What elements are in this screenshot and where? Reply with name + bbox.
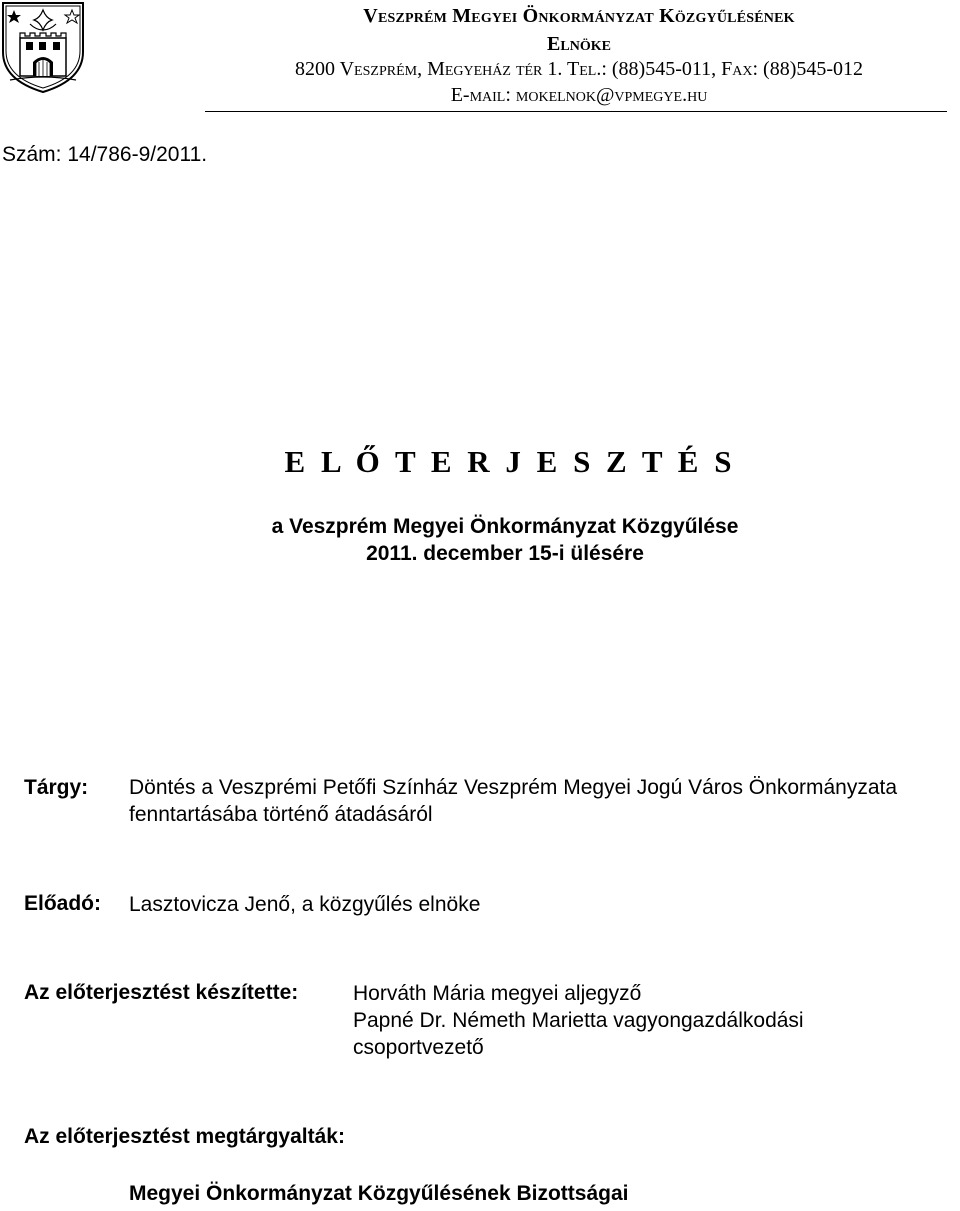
letterhead-divider (205, 111, 947, 112)
prepared-by-person: Papné Dr. Németh Marietta vagyongazdálkodási csoportvezető (353, 1009, 804, 1059)
presenter-value: Lasztovicza Jenő, a közgyűlés elnöke (129, 893, 481, 916)
audience-line-2: 2011. december 15-i ülésére (366, 542, 644, 565)
discussed-by-value: Megyei Önkormányzat Közgyűlésének Bizottságai (129, 1182, 629, 1205)
subject-value: Döntés a Veszprémi Petőfi Színház Veszprém Megyei Jogú Város Önkormányzata fenntartásába történő átadásáról (129, 776, 898, 826)
county-coat-of-arms (0, 0, 86, 95)
presenter-label: Előadó: (24, 892, 101, 915)
letterhead-subtitle: Elnöke (547, 33, 611, 55)
discussed-by-label: Az előterjesztést megtárgyalták: (24, 1125, 345, 1148)
reference-number: Szám: 14/786-9/2011. (2, 143, 208, 166)
letterhead-title: Veszprém Megyei Önkormányzat Közgyűlésének (363, 5, 795, 27)
audience-line-1: a Veszprém Megyei Önkormányzat Közgyűlése (271, 515, 739, 538)
letterhead-email: E-mail: mokelnok@vpmegye.hu (450, 84, 708, 106)
prepared-by-label: Az előterjesztést készítette: (24, 981, 299, 1004)
subject-label: Tárgy: (24, 776, 89, 799)
document-title: E L Ő T E R J E S Z T É S (284, 444, 736, 479)
prepared-by-person: Horváth Mária megyei aljegyző (353, 982, 642, 1005)
letterhead-address: 8200 Veszprém, Megyeház tér 1. Tel.: (88)545-011, Fax: (88)545-012 (294, 58, 864, 80)
prepared-by-list (353, 980, 913, 1061)
